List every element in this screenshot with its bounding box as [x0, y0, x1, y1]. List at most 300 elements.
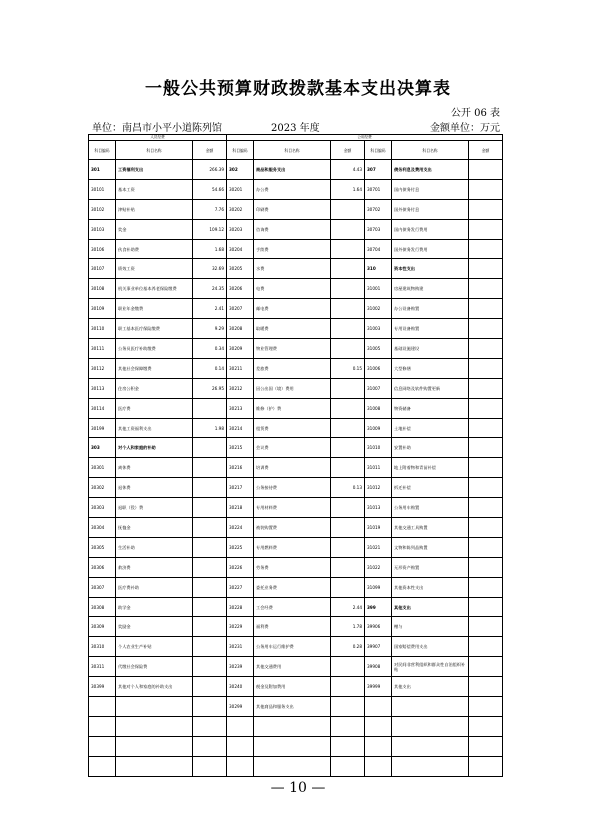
name-cell: 机关事业单位基本养老保险缴费: [116, 279, 193, 299]
table-row: [89, 498, 503, 518]
name-cell: 福利费: [254, 617, 331, 637]
name-cell: 代缴社会保险费: [116, 657, 193, 677]
name-cell: 退休费: [116, 478, 193, 498]
name-cell: [254, 716, 331, 736]
amount-cell: [469, 319, 503, 339]
table-row: [89, 398, 503, 418]
amount-cell: 0.13: [331, 478, 365, 498]
code-cell: 30207: [227, 299, 254, 319]
amount-cell: [331, 239, 365, 259]
amount-cell: [193, 458, 227, 478]
name-cell: [116, 736, 193, 756]
table-row: [89, 438, 503, 458]
name-cell: 其他商品和服务支出: [254, 697, 331, 717]
name-cell: 商品和服务支出: [254, 160, 331, 180]
code-cell: [89, 756, 116, 776]
code-cell: 31008: [365, 398, 392, 418]
code-cell: 310: [365, 259, 392, 279]
amount-cell: [193, 736, 227, 756]
amount-cell: [331, 398, 365, 418]
code-cell: [227, 716, 254, 736]
name-cell: 医疗费补助: [116, 577, 193, 597]
code-cell: 30107: [89, 259, 116, 279]
amount-cell: 0.34: [193, 339, 227, 359]
amount-cell: 0.15: [331, 358, 365, 378]
table-row: [89, 677, 503, 697]
name-cell: 税金及附加费用: [254, 677, 331, 697]
code-cell: [365, 736, 392, 756]
amount-cell: [331, 716, 365, 736]
table-row: [89, 697, 503, 717]
table-row: [89, 518, 503, 538]
code-cell: 31022: [365, 557, 392, 577]
expenditure-table: [88, 134, 503, 777]
name-cell: 债务利息及费用支出: [392, 160, 469, 180]
code-cell: [89, 736, 116, 756]
code-cell: 30299: [227, 697, 254, 717]
name-cell: 无形资产购置: [392, 557, 469, 577]
code-cell: 30218: [227, 498, 254, 518]
amount-cell: [469, 339, 503, 359]
code-cell: [365, 716, 392, 736]
amount-cell: [331, 438, 365, 458]
table-row: [89, 179, 503, 199]
name-cell: 水费: [254, 259, 331, 279]
column-header: 科目编码: [89, 141, 116, 160]
amount-cell: [193, 597, 227, 617]
name-cell: 委托业务费: [254, 577, 331, 597]
amount-cell: [469, 537, 503, 557]
name-cell: 对民间非营利组织和群众性自治组织补贴: [392, 657, 469, 677]
code-cell: 30114: [89, 398, 116, 418]
code-cell: 30113: [89, 378, 116, 398]
name-cell: 手续费: [254, 239, 331, 259]
name-cell: 办公设备购置: [392, 299, 469, 319]
code-cell: 30306: [89, 557, 116, 577]
table-row: [89, 279, 503, 299]
code-cell: [89, 716, 116, 736]
code-cell: 30311: [89, 657, 116, 677]
name-cell: 国家赔偿费用支出: [392, 637, 469, 657]
code-cell: 31013: [365, 498, 392, 518]
table-row: [89, 319, 503, 339]
code-cell: 30106: [89, 239, 116, 259]
amount-cell: [193, 518, 227, 538]
amount-cell: 4.43: [331, 160, 365, 180]
code-cell: 30109: [89, 299, 116, 319]
table-row: [89, 239, 503, 259]
amount-cell: [193, 637, 227, 657]
table-row: [89, 458, 503, 478]
code-cell: 31099: [365, 577, 392, 597]
name-cell: 其他支出: [392, 677, 469, 697]
amount-cell: [469, 219, 503, 239]
amount-cell: [331, 378, 365, 398]
column-header-row: [89, 141, 503, 160]
code-cell: 30302: [89, 478, 116, 498]
table-row: [89, 736, 503, 756]
table-body: [89, 135, 503, 777]
name-cell: 工资福利支出: [116, 160, 193, 180]
amount-cell: 1.64: [331, 179, 365, 199]
name-cell: 维修（护）费: [254, 398, 331, 418]
name-cell: 劳务费: [254, 557, 331, 577]
name-cell: 办公费: [254, 179, 331, 199]
name-cell: 抚恤金: [116, 518, 193, 538]
amount-cell: [193, 756, 227, 776]
code-cell: 30208: [227, 319, 254, 339]
code-cell: 30702: [365, 199, 392, 219]
table-row: [89, 557, 503, 577]
code-cell: 31002: [365, 299, 392, 319]
name-cell: 被装购置费: [254, 518, 331, 538]
column-header: 科目编码: [227, 141, 254, 160]
name-cell: [254, 756, 331, 776]
name-cell: 公务员医疗补助缴费: [116, 339, 193, 359]
code-cell: 30310: [89, 637, 116, 657]
code-cell: 30701: [365, 179, 392, 199]
name-cell: 赠与: [392, 617, 469, 637]
name-cell: 文物和陈列品购置: [392, 537, 469, 557]
column-header: 科目名称: [254, 141, 331, 160]
code-cell: 30204: [227, 239, 254, 259]
table-row: [89, 339, 503, 359]
amount-cell: 109.12: [193, 219, 227, 239]
amount-cell: 2.44: [331, 597, 365, 617]
code-cell: 307: [365, 160, 392, 180]
name-cell: 专用设备购置: [392, 319, 469, 339]
name-cell: 取暖费: [254, 319, 331, 339]
code-cell: 30202: [227, 199, 254, 219]
code-cell: 302: [227, 160, 254, 180]
amount-cell: [331, 657, 365, 677]
name-cell: 培训费: [254, 458, 331, 478]
amount-cell: [469, 239, 503, 259]
code-cell: 30206: [227, 279, 254, 299]
amount-cell: [331, 736, 365, 756]
name-cell: 职业年金缴费: [116, 299, 193, 319]
reporting-unit: 单位：南昌市小平小道陈列馆: [92, 123, 222, 134]
table-row: [89, 617, 503, 637]
amount-cell: 0.28: [331, 637, 365, 657]
code-cell: 31001: [365, 279, 392, 299]
amount-cell: [331, 458, 365, 478]
amount-cell: [469, 398, 503, 418]
code-cell: 31011: [365, 458, 392, 478]
code-cell: [227, 736, 254, 756]
amount-cell: [469, 279, 503, 299]
code-cell: [365, 697, 392, 717]
amount-cell: [469, 617, 503, 637]
amount-cell: [469, 378, 503, 398]
name-cell: 伙食补助费: [116, 239, 193, 259]
amount-cell: [331, 756, 365, 776]
code-cell: 30308: [89, 597, 116, 617]
code-cell: 30303: [89, 498, 116, 518]
code-cell: 31006: [365, 358, 392, 378]
name-cell: 离休费: [116, 458, 193, 478]
table-row: [89, 657, 503, 677]
amount-cell: [193, 438, 227, 458]
amount-cell: [469, 438, 503, 458]
code-cell: 30227: [227, 577, 254, 597]
code-cell: 30203: [227, 219, 254, 239]
amount-cell: [469, 518, 503, 538]
name-cell: 国内债务付息: [392, 179, 469, 199]
name-cell: 其他交通工具购置: [392, 518, 469, 538]
table-row: [89, 637, 503, 657]
amount-cell: [193, 716, 227, 736]
code-cell: 30225: [227, 537, 254, 557]
code-cell: 30101: [89, 179, 116, 199]
table-row: [89, 756, 503, 776]
amount-cell: [193, 697, 227, 717]
amount-cell: [193, 478, 227, 498]
code-cell: 30399: [89, 677, 116, 697]
name-cell: 其他支出: [392, 597, 469, 617]
name-cell: 其他社会保障缴费: [116, 358, 193, 378]
code-cell: 30102: [89, 199, 116, 219]
table-row: [89, 199, 503, 219]
name-cell: 对个人和家庭的补助: [116, 438, 193, 458]
amount-cell: 1.78: [331, 617, 365, 637]
table-row: [89, 219, 503, 239]
amount-cell: [331, 418, 365, 438]
amount-cell: [469, 557, 503, 577]
name-cell: 其他交通费用: [254, 657, 331, 677]
amount-cell: [469, 657, 503, 677]
money-unit: 金额单位：万元: [430, 123, 500, 134]
code-cell: 30304: [89, 518, 116, 538]
table-row: [89, 597, 503, 617]
code-cell: 30111: [89, 339, 116, 359]
fiscal-year: 2023 年度: [271, 123, 320, 134]
code-cell: 39908: [365, 657, 392, 677]
code-cell: 30211: [227, 358, 254, 378]
code-cell: 30229: [227, 617, 254, 637]
name-cell: 奖金: [116, 219, 193, 239]
amount-cell: 9.29: [193, 319, 227, 339]
code-cell: 30112: [89, 358, 116, 378]
table-row: [89, 418, 503, 438]
name-cell: 津贴补贴: [116, 199, 193, 219]
amount-cell: [469, 478, 503, 498]
amount-cell: 1.68: [193, 239, 227, 259]
name-cell: [254, 736, 331, 756]
table-row: [89, 299, 503, 319]
amount-cell: [469, 458, 503, 478]
amount-cell: 32.69: [193, 259, 227, 279]
name-cell: 公务用车运行维护费: [254, 637, 331, 657]
name-cell: 住房公积金: [116, 378, 193, 398]
name-cell: 个人农业生产补贴: [116, 637, 193, 657]
table-row: [89, 160, 503, 180]
code-cell: [365, 756, 392, 776]
name-cell: 公务接待费: [254, 478, 331, 498]
amount-cell: [193, 677, 227, 697]
code-cell: 30217: [227, 478, 254, 498]
amount-cell: [193, 537, 227, 557]
code-cell: 30103: [89, 219, 116, 239]
name-cell: 其他工资福利支出: [116, 418, 193, 438]
name-cell: [392, 716, 469, 736]
code-cell: 39907: [365, 637, 392, 657]
table-row: [89, 358, 503, 378]
code-cell: 30703: [365, 219, 392, 239]
amount-cell: 2.41: [193, 299, 227, 319]
name-cell: 资本性支出: [392, 259, 469, 279]
code-cell: 39906: [365, 617, 392, 637]
amount-cell: [193, 557, 227, 577]
table-row: [89, 259, 503, 279]
amount-cell: [331, 518, 365, 538]
code-cell: 30224: [227, 518, 254, 538]
amount-cell: [469, 259, 503, 279]
name-cell: 会议费: [254, 438, 331, 458]
name-cell: 国内债务发行费用: [392, 219, 469, 239]
amount-cell: [469, 597, 503, 617]
name-cell: 救济费: [116, 557, 193, 577]
amount-cell: [469, 299, 503, 319]
amount-cell: [331, 219, 365, 239]
amount-cell: 7.76: [193, 199, 227, 219]
code-cell: 31007: [365, 378, 392, 398]
code-cell: 30704: [365, 239, 392, 259]
amount-cell: 54.66: [193, 179, 227, 199]
code-cell: 30239: [227, 657, 254, 677]
table-row: [89, 537, 503, 557]
name-cell: 专用材料费: [254, 498, 331, 518]
amount-cell: [193, 617, 227, 637]
name-cell: 租赁费: [254, 418, 331, 438]
table-row: [89, 716, 503, 736]
amount-cell: [331, 697, 365, 717]
name-cell: 其他资本性支出: [392, 577, 469, 597]
name-cell: 助学金: [116, 597, 193, 617]
amount-cell: [331, 577, 365, 597]
amount-cell: [469, 199, 503, 219]
code-cell: 30201: [227, 179, 254, 199]
code-cell: 30216: [227, 458, 254, 478]
code-cell: 30110: [89, 319, 116, 339]
amount-cell: 266.39: [193, 160, 227, 180]
name-cell: 基本工资: [116, 179, 193, 199]
amount-cell: [469, 179, 503, 199]
name-cell: 其他对个人和家庭的补助支出: [116, 677, 193, 697]
name-cell: 拆迁补偿: [392, 478, 469, 498]
amount-cell: 1.98: [193, 418, 227, 438]
code-cell: 30240: [227, 677, 254, 697]
code-cell: 30307: [89, 577, 116, 597]
code-cell: 30231: [227, 637, 254, 657]
code-cell: 303: [89, 438, 116, 458]
column-header: 科目名称: [116, 141, 193, 160]
amount-cell: [469, 677, 503, 697]
table-row: [89, 378, 503, 398]
name-cell: 退职（役）费: [116, 498, 193, 518]
name-cell: 绩效工资: [116, 259, 193, 279]
amount-cell: [331, 319, 365, 339]
amount-cell: [469, 716, 503, 736]
group-header-personnel: 人员经费: [89, 135, 227, 141]
code-cell: 30213: [227, 398, 254, 418]
name-cell: 物资储备: [392, 398, 469, 418]
code-cell: 31021: [365, 537, 392, 557]
name-cell: [392, 736, 469, 756]
amount-cell: [331, 299, 365, 319]
code-cell: 30108: [89, 279, 116, 299]
code-cell: [227, 756, 254, 776]
amount-cell: [469, 418, 503, 438]
name-cell: 国外债务发行费用: [392, 239, 469, 259]
code-cell: [89, 697, 116, 717]
amount-cell: [193, 657, 227, 677]
name-cell: [116, 697, 193, 717]
table-row: [89, 577, 503, 597]
code-cell: 30209: [227, 339, 254, 359]
form-number: 公开 06 表: [450, 108, 500, 119]
amount-cell: [469, 160, 503, 180]
name-cell: 国外债务付息: [392, 199, 469, 219]
amount-cell: [331, 199, 365, 219]
name-cell: 咨询费: [254, 219, 331, 239]
amount-cell: 26.95: [193, 378, 227, 398]
amount-cell: [331, 557, 365, 577]
code-cell: 301: [89, 160, 116, 180]
code-cell: 30205: [227, 259, 254, 279]
column-header: 金额: [469, 141, 503, 160]
column-header: 金额: [193, 141, 227, 160]
amount-cell: 0.14: [193, 358, 227, 378]
amount-cell: [331, 677, 365, 697]
amount-cell: [193, 577, 227, 597]
code-cell: 31009: [365, 418, 392, 438]
code-cell: 30226: [227, 557, 254, 577]
name-cell: 基础设施建设: [392, 339, 469, 359]
amount-cell: [469, 756, 503, 776]
amount-cell: [469, 577, 503, 597]
amount-cell: [193, 498, 227, 518]
name-cell: 房屋建筑物购建: [392, 279, 469, 299]
name-cell: 物业管理费: [254, 339, 331, 359]
name-cell: 邮电费: [254, 299, 331, 319]
code-cell: 31019: [365, 518, 392, 538]
name-cell: 大型修缮: [392, 358, 469, 378]
amount-cell: [469, 697, 503, 717]
name-cell: 职工基本医疗保险缴费: [116, 319, 193, 339]
name-cell: [392, 697, 469, 717]
name-cell: [392, 756, 469, 776]
code-cell: 399: [365, 597, 392, 617]
amount-cell: [469, 637, 503, 657]
code-cell: 30228: [227, 597, 254, 617]
code-cell: 31012: [365, 478, 392, 498]
column-header: 金额: [331, 141, 365, 160]
name-cell: 医疗费: [116, 398, 193, 418]
code-cell: 30305: [89, 537, 116, 557]
table-row: [89, 478, 503, 498]
code-cell: 39999: [365, 677, 392, 697]
amount-cell: [469, 736, 503, 756]
name-cell: 地上附着物和青苗补偿: [392, 458, 469, 478]
name-cell: 奖励金: [116, 617, 193, 637]
name-cell: 专用燃料费: [254, 537, 331, 557]
code-cell: 31005: [365, 339, 392, 359]
amount-cell: [469, 358, 503, 378]
amount-cell: [469, 498, 503, 518]
code-cell: 30199: [89, 418, 116, 438]
name-cell: 安置补助: [392, 438, 469, 458]
